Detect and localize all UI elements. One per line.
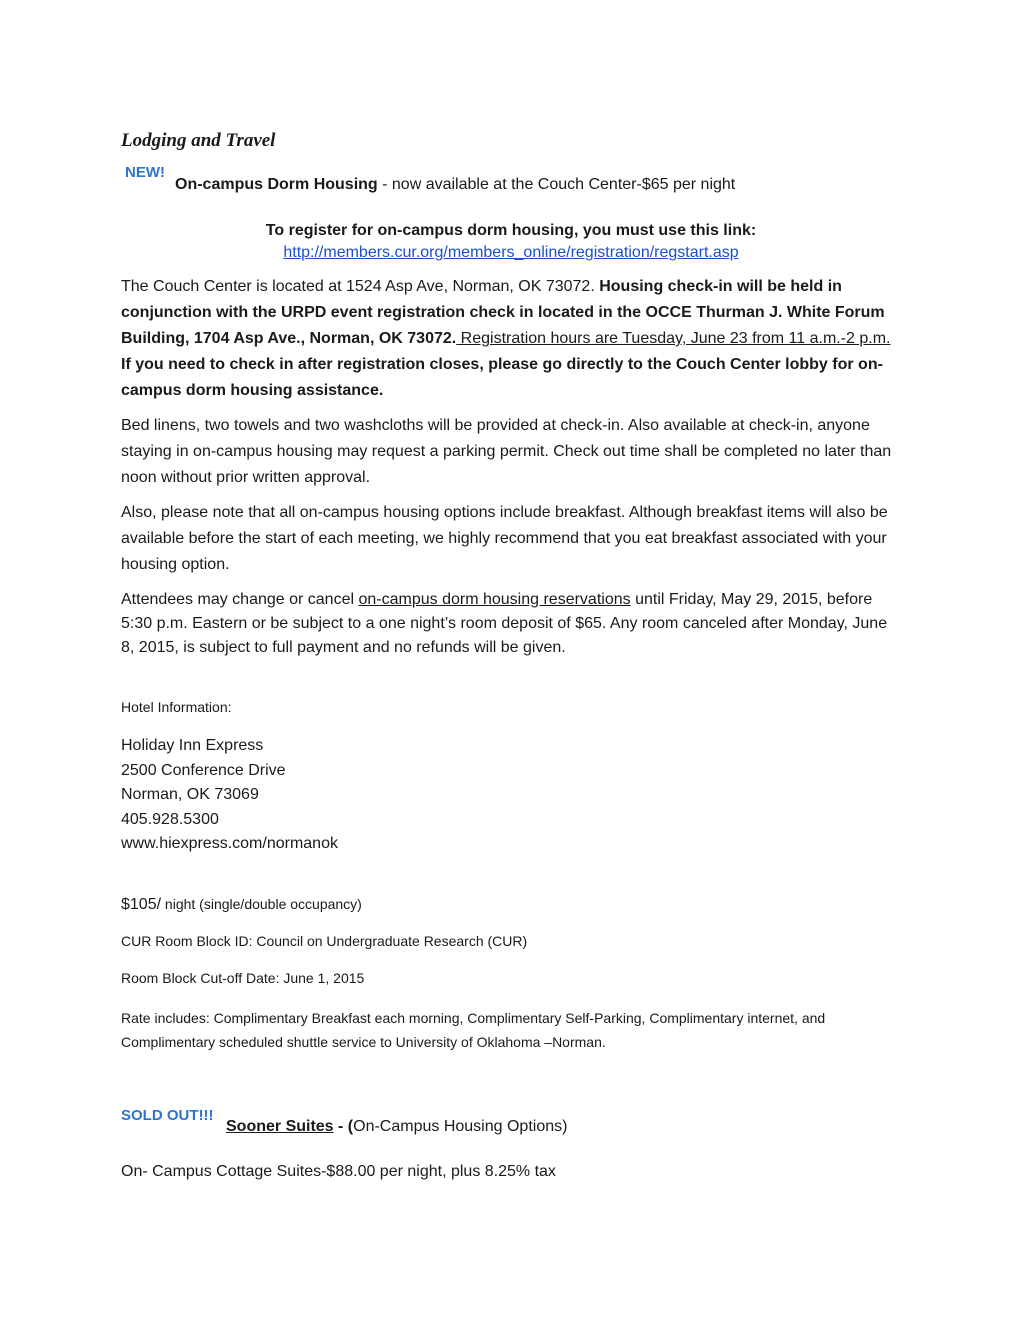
- rate-includes: [121, 1006, 903, 1054]
- register-instruction: To register for on-campus dorm housing, you must use this link:: [265, 222, 757, 239]
- sooner-suites-link[interactable]: Sooner Suites: [226, 1118, 334, 1135]
- room-block-cutoff: Room Block Cut-off Date: June 1, 2015: [121, 970, 365, 986]
- dorm-reservations-link[interactable]: on-campus dorm housing reservations: [358, 591, 631, 608]
- hotel-name: Holiday Inn Express: [121, 737, 264, 754]
- registration-hours: Registration hours are Tuesday, June 23 from 11 a.m.-2 p.m.: [456, 330, 891, 347]
- dorm-housing-title: On-campus Dorm Housing: [175, 176, 378, 193]
- sold-out-badge: SOLD OUT!!!: [121, 1107, 214, 1124]
- hotel-address-block: [121, 734, 338, 857]
- cancellation-text-start: Attendees may change or cancel: [121, 591, 359, 608]
- couch-center-location: The Couch Center is located at 1524 Asp Ave, Norman, OK 73072.: [121, 278, 600, 295]
- cancellation-text-end: until Friday, May 29, 2015, before 5:30 p.m. Eastern or be subject to a one night’s room deposit of $65. Any room canceled after Monday, June 8, 2015, is subject to full payment and no refunds will be given.: [121, 591, 888, 656]
- hotel-phone: 405.928.5300: [121, 810, 219, 828]
- rate-includes-label: Rate includes:: [121, 1010, 210, 1026]
- new-badge: NEW!: [125, 164, 165, 181]
- dorm-housing-price: - now available at the Couch Center-$65 per night: [377, 176, 736, 193]
- hotel-website[interactable]: www.hiexpress.com/normanok: [121, 835, 338, 852]
- section-title: Lodging and Travel: [121, 130, 276, 151]
- rate-includes-text: Complimentary Breakfast each morning, Complimentary Self-Parking, Complimentary internet, and Complimentary scheduled shuttle service to University of Oklahoma –Norman.: [121, 1010, 826, 1050]
- linens-paragraph: Bed linens, two towels and two washcloths will be provided at check-in. Also available at check-in, anyone staying in on-campus housing may request a parking permit. Check out time shall be completed no later than noon without prior written approval.: [121, 417, 892, 486]
- hotel-rate-price: $105/: [121, 896, 162, 913]
- sooner-suites-dash: - (: [333, 1118, 354, 1135]
- room-block-id: CUR Room Block ID: Council on Undergraduate Research (CUR): [121, 933, 528, 949]
- register-block: [121, 220, 901, 264]
- hotel-street: 2500 Conference Drive: [121, 761, 286, 779]
- hotel-rate: [121, 896, 362, 914]
- breakfast-paragraph: Also, please note that all on-campus housing options include breakfast. Although breakfast items will also be available before the start of each meeting, we highly recommend that you eat breakfast associated with your housing option.: [121, 504, 888, 573]
- cancellation-paragraph: [121, 588, 903, 660]
- checkin-info: Housing check-in will be held in conjunction with the URPD event registration check in located in the OCCE Thurman J. White Forum Building, 1704 Asp Ave., Norman, OK 73072.: [121, 278, 885, 347]
- sooner-suites-line: [226, 1118, 567, 1136]
- hotel-city: Norman, OK 73069: [121, 786, 259, 803]
- sooner-suites-options: On-Campus Housing Options): [353, 1118, 568, 1135]
- checkin-paragraph: [121, 274, 903, 404]
- late-checkin-info: If you need to check in after registration closes, please go directly to the Couch Center lobby for on-campus dorm housing assistance.: [121, 356, 883, 399]
- hotel-rate-text: night (single/double occupancy): [161, 896, 362, 912]
- document-page: [121, 0, 901, 1320]
- registration-link[interactable]: http://members.cur.org/members_online/registration/regstart.asp: [283, 244, 739, 261]
- hotel-info-label: Hotel Information:: [121, 699, 232, 715]
- cottage-suites-price: On- Campus Cottage Suites-$88.00 per night, plus 8.25% tax: [121, 1163, 556, 1180]
- dorm-housing-line: [175, 176, 735, 194]
